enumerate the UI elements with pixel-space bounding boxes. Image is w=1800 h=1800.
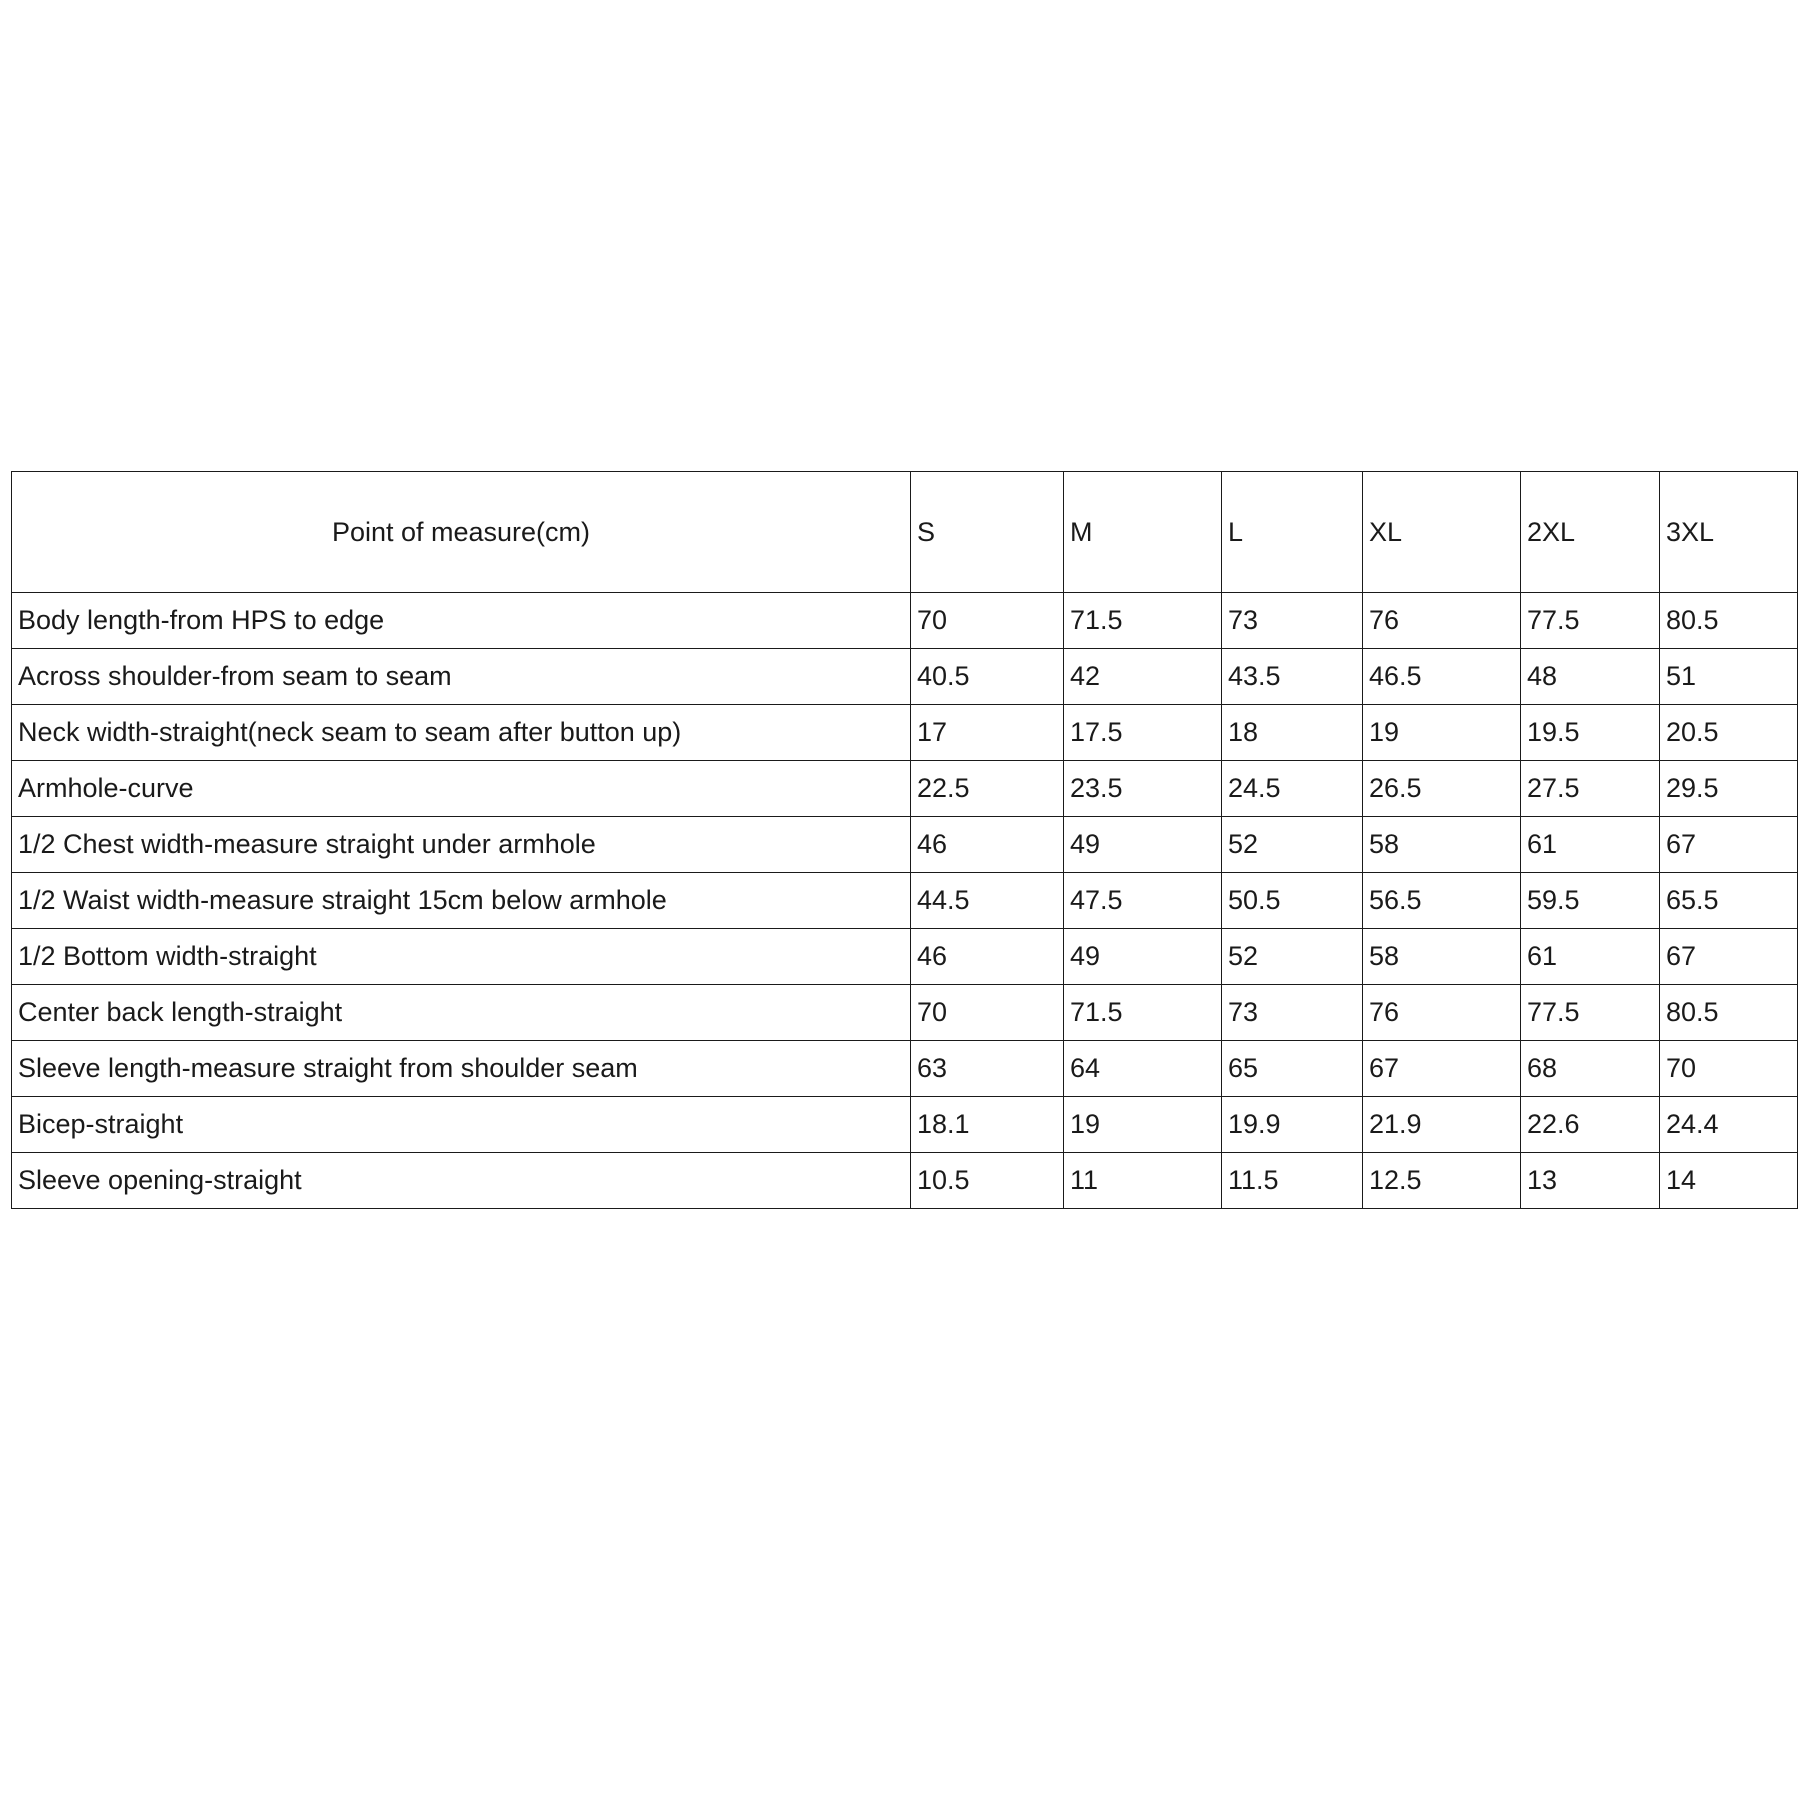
measure-value: 43.5	[1222, 649, 1363, 705]
measure-value: 24.4	[1660, 1097, 1798, 1153]
measure-value: 64	[1064, 1041, 1222, 1097]
measure-value: 22.5	[911, 761, 1064, 817]
measure-value: 10.5	[911, 1153, 1064, 1209]
table-row	[12, 705, 1798, 761]
measure-value: 50.5	[1222, 873, 1363, 929]
measure-value: 67	[1660, 817, 1798, 873]
measure-value: 51	[1660, 649, 1798, 705]
table-row	[12, 817, 1798, 873]
measure-value: 80.5	[1660, 985, 1798, 1041]
header-size: 3XL	[1660, 472, 1798, 593]
measure-value: 61	[1521, 817, 1660, 873]
measure-value: 24.5	[1222, 761, 1363, 817]
measure-label: Bicep-straight	[12, 1097, 911, 1153]
measure-value: 29.5	[1660, 761, 1798, 817]
measure-value: 46	[911, 817, 1064, 873]
measure-label: Across shoulder-from seam to seam	[12, 649, 911, 705]
table-row	[12, 761, 1798, 817]
measure-value: 65	[1222, 1041, 1363, 1097]
measure-value: 46.5	[1363, 649, 1521, 705]
measure-value: 22.6	[1521, 1097, 1660, 1153]
measure-label: Neck width-straight(neck seam to seam after button up)	[12, 705, 911, 761]
measure-value: 44.5	[911, 873, 1064, 929]
table-row	[12, 985, 1798, 1041]
table-row	[12, 1153, 1798, 1209]
measure-value: 71.5	[1064, 593, 1222, 649]
measure-value: 77.5	[1521, 593, 1660, 649]
size-chart-table	[11, 471, 1798, 1209]
measure-value: 13	[1521, 1153, 1660, 1209]
measure-value: 47.5	[1064, 873, 1222, 929]
measure-value: 11.5	[1222, 1153, 1363, 1209]
measure-value: 49	[1064, 929, 1222, 985]
measure-value: 70	[911, 593, 1064, 649]
measure-value: 19.5	[1521, 705, 1660, 761]
measure-value: 67	[1660, 929, 1798, 985]
measure-value: 77.5	[1521, 985, 1660, 1041]
measure-value: 19	[1064, 1097, 1222, 1153]
measure-value: 18.1	[911, 1097, 1064, 1153]
measure-value: 70	[911, 985, 1064, 1041]
measure-value: 61	[1521, 929, 1660, 985]
measure-value: 63	[911, 1041, 1064, 1097]
measure-value: 18	[1222, 705, 1363, 761]
measure-label: Sleeve opening-straight	[12, 1153, 911, 1209]
measure-value: 73	[1222, 593, 1363, 649]
measure-value: 80.5	[1660, 593, 1798, 649]
table-row	[12, 929, 1798, 985]
header-size: M	[1064, 472, 1222, 593]
measure-value: 71.5	[1064, 985, 1222, 1041]
measure-value: 56.5	[1363, 873, 1521, 929]
measure-value: 14	[1660, 1153, 1798, 1209]
measure-value: 76	[1363, 593, 1521, 649]
table-row	[12, 873, 1798, 929]
measure-label: 1/2 Chest width-measure straight under armhole	[12, 817, 911, 873]
measure-value: 73	[1222, 985, 1363, 1041]
measure-value: 70	[1660, 1041, 1798, 1097]
measure-label: Center back length-straight	[12, 985, 911, 1041]
table-row	[12, 649, 1798, 705]
table-row	[12, 1097, 1798, 1153]
measure-value: 11	[1064, 1153, 1222, 1209]
measure-value: 52	[1222, 817, 1363, 873]
measure-label: Body length-from HPS to edge	[12, 593, 911, 649]
table-row	[12, 593, 1798, 649]
measure-value: 76	[1363, 985, 1521, 1041]
measure-value: 68	[1521, 1041, 1660, 1097]
measure-label: 1/2 Bottom width-straight	[12, 929, 911, 985]
measure-label: Armhole-curve	[12, 761, 911, 817]
measure-value: 46	[911, 929, 1064, 985]
header-row	[12, 472, 1798, 593]
measure-value: 27.5	[1521, 761, 1660, 817]
measure-value: 67	[1363, 1041, 1521, 1097]
header-point-of-measure: Point of measure(cm)	[12, 472, 911, 593]
measure-value: 65.5	[1660, 873, 1798, 929]
measure-value: 58	[1363, 929, 1521, 985]
header-size: L	[1222, 472, 1363, 593]
measure-value: 26.5	[1363, 761, 1521, 817]
measure-value: 19	[1363, 705, 1521, 761]
measure-value: 40.5	[911, 649, 1064, 705]
measure-value: 49	[1064, 817, 1222, 873]
header-size: 2XL	[1521, 472, 1660, 593]
measure-value: 17.5	[1064, 705, 1222, 761]
measure-value: 21.9	[1363, 1097, 1521, 1153]
measure-value: 17	[911, 705, 1064, 761]
measure-label: Sleeve length-measure straight from shoulder seam	[12, 1041, 911, 1097]
measure-value: 59.5	[1521, 873, 1660, 929]
table-row	[12, 1041, 1798, 1097]
measure-value: 52	[1222, 929, 1363, 985]
measure-value: 20.5	[1660, 705, 1798, 761]
measure-label: 1/2 Waist width-measure straight 15cm below armhole	[12, 873, 911, 929]
measure-value: 58	[1363, 817, 1521, 873]
measure-value: 42	[1064, 649, 1222, 705]
measure-value: 48	[1521, 649, 1660, 705]
measure-value: 19.9	[1222, 1097, 1363, 1153]
measure-value: 23.5	[1064, 761, 1222, 817]
measure-value: 12.5	[1363, 1153, 1521, 1209]
table-body	[12, 593, 1798, 1209]
header-size: XL	[1363, 472, 1521, 593]
header-size: S	[911, 472, 1064, 593]
